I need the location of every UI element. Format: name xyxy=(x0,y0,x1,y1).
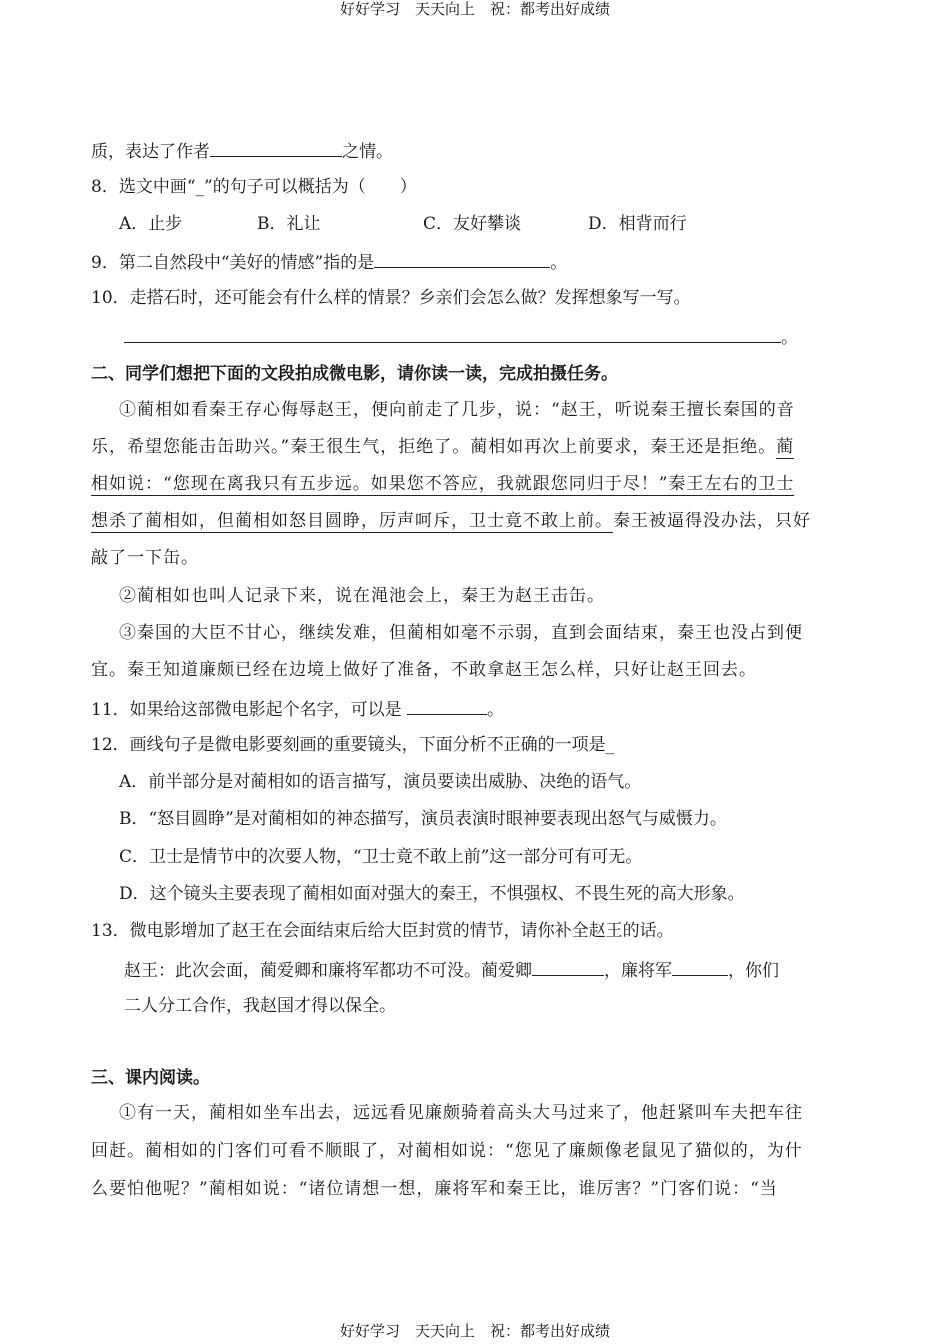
q7-answer-blank[interactable] xyxy=(210,138,342,157)
s2-p1-line2-plain: 乐，希望您能击缶助兴。”秦王很生气，拒绝了。蔺相如再次上前要求，秦王还是拒绝。 xyxy=(91,437,777,457)
q13-line1-c: ，你们 xyxy=(728,961,779,981)
q8-stem-mark: _ xyxy=(195,177,205,197)
q11-answer-blank[interactable] xyxy=(407,696,487,715)
s2-p1-line4-plain: 秦王被逼得没办法，只好 xyxy=(613,511,811,531)
q12-option-b[interactable]: B．“怒目圆睁”是对蔺相如的神态描写，演员表演时眼神要表现出怒气与威慑力。 xyxy=(119,809,727,829)
q12-stem: 12．画线句子是微电影要刻画的重要镜头，下面分析不正确的一项是_ xyxy=(91,735,615,755)
s2-p2: ②蔺相如也叫人记录下来，说在渑池会上，秦王为赵王击缶。 xyxy=(119,586,605,606)
q11-line xyxy=(91,696,861,722)
q13-stem: 13．微电影增加了赵王在会面结束后给大臣封赏的情节，请你补全赵王的话。 xyxy=(91,921,674,941)
s2-p3-line2: 宜。秦王知道廉颇已经在边境上做好了准备，不敢拿赵王怎么样，只好让赵王回去。 xyxy=(91,660,757,680)
q12-option-d[interactable]: D．这个镜头主要表现了蔺相如面对强大的秦王，不惧强权、不畏生死的高大形象。 xyxy=(119,884,745,904)
page-footer: 好好学习 天天向上 祝：都考出好成绩 xyxy=(339,1322,610,1340)
q8-option-c[interactable]: C．友好攀谈 xyxy=(423,214,522,234)
q9-suffix: 。 xyxy=(550,253,568,273)
s2-p1-line3-underlined: 相如说：“您现在离我只有五步远。如果您不答应，我就跟您同归于尽！”秦王左右的卫士 xyxy=(91,474,795,494)
s3-line3: 么要怕他呢？”蔺相如说：“诸位请想一想，廉将军和秦王比，谁厉害？”门客们说：“当 xyxy=(91,1179,778,1199)
section2-heading: 二、同学们想把下面的文段拍成微电影，请你读一读，完成拍摄任务。 xyxy=(91,364,618,384)
q13-line1 xyxy=(124,957,861,983)
s3-line2: 回赶。蔺相如的门客们可看不顺眼了，对蔺相如说：“您见了廉颇像老鼠见了猫似的，为什 xyxy=(91,1141,803,1161)
q13-blank-lian[interactable] xyxy=(672,957,728,976)
q8-option-a[interactable]: A．止步 xyxy=(119,214,183,234)
q10-end: 。 xyxy=(781,328,798,348)
q10-stem: 10．走搭石时，还可能会有什么样的情景？乡亲们会怎么做？发挥想象写一写。 xyxy=(91,288,691,308)
q11-suffix: 。 xyxy=(487,700,505,720)
s2-p1-line5: 敲了一下缶。 xyxy=(91,548,199,568)
q8-stem-a: 8．选文中画“ xyxy=(91,177,196,197)
section3-heading: 三、课内阅读。 xyxy=(91,1068,210,1088)
q9-prefix: 9．第二自然段中“美好的情感”指的是 xyxy=(91,253,375,273)
page-header: 好好学习 天天向上 祝：都考出好成绩 xyxy=(339,0,610,18)
q12-option-a[interactable]: A．前半部分是对蔺相如的语言描写，演员要读出威胁、决绝的语气。 xyxy=(119,772,642,792)
q10-answer-blank[interactable] xyxy=(124,342,781,343)
s2-p3-line1: ③秦国的大臣不甘心，继续发难，但蔺相如毫不示弱，直到会面结束，秦王也没占到便 xyxy=(119,623,803,643)
q9-line xyxy=(91,249,861,275)
q7-tail-line xyxy=(91,138,861,164)
q8-stem-b: ”的句子可以概括为（ ） xyxy=(204,177,417,197)
s2-p1-line4 xyxy=(91,509,861,533)
q12-option-c[interactable]: C．卫士是情节中的次要人物，“卫士竟不敢上前”这一部分可有可无。 xyxy=(119,847,643,867)
q13-line1-b: ，廉将军 xyxy=(604,961,672,981)
s2-p1-line1: ①蔺相如看秦王存心侮辱赵王，便向前走了几步，说：“赵王，听说秦王擅长秦国的音 xyxy=(119,400,795,420)
s2-p1-line2-underlined: 蔺 xyxy=(776,437,795,457)
q8-option-b[interactable]: B．礼让 xyxy=(257,214,321,234)
s2-p1-line4-underlined: 想杀了蔺相如，但蔺相如怒目圆睁，厉声呵斥，卫士竟不敢上前。 xyxy=(91,511,613,531)
q7-suffix: 之情。 xyxy=(342,142,393,162)
q13-blank-lin[interactable] xyxy=(532,957,604,976)
q9-answer-blank[interactable] xyxy=(374,249,550,268)
s3-line1: ①有一天，蔺相如坐车出去，远远看见廉颇骑着高头大马过来了，他赶紧叫车夫把车往 xyxy=(119,1103,803,1123)
q13-line1-a: 赵王：此次会面，蔺爱卿和廉将军都功不可没。蔺爱卿 xyxy=(124,961,532,981)
s2-p1-line2 xyxy=(91,435,861,459)
s2-p1-line3 xyxy=(91,472,861,496)
q8-stem xyxy=(91,175,861,199)
q7-prefix: 质，表达了作者 xyxy=(91,142,210,162)
q8-option-d[interactable]: D．相背而行 xyxy=(588,214,687,234)
q13-line2: 二人分工合作，我赵国才得以保全。 xyxy=(124,996,396,1016)
q11-prefix: 11．如果给这部微电影起个名字，可以是 xyxy=(91,700,402,720)
